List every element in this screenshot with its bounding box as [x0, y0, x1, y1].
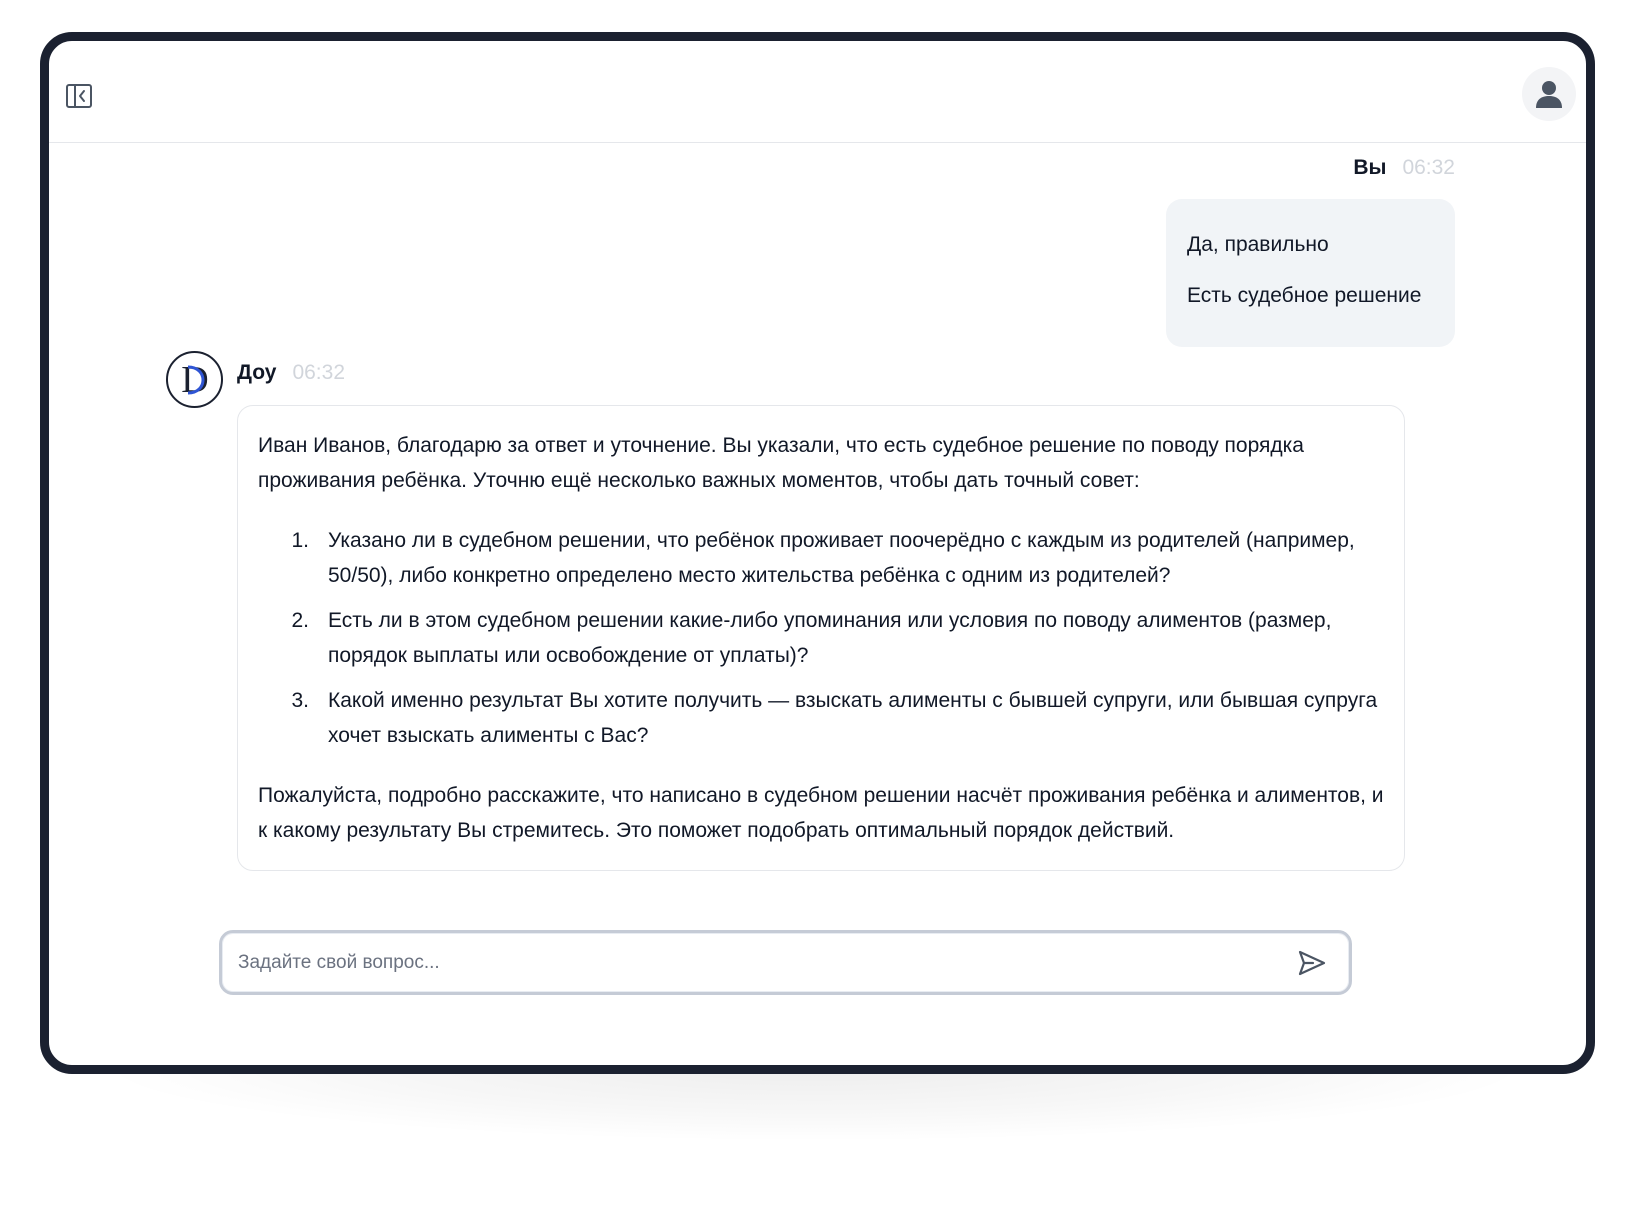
user-message-line: Есть судебное решение: [1187, 284, 1422, 308]
send-button[interactable]: [1297, 949, 1327, 977]
list-item-text: Есть ли в этом судебном решении какие-либо упоминания или условия по поводу алиментов (размер, порядок выплаты или освобождение от уплаты)?: [328, 609, 1332, 667]
sidebar-collapse-icon[interactable]: [65, 82, 93, 110]
send-icon: [1297, 949, 1327, 977]
chat-thread: [49, 144, 1586, 1065]
list-item-text: Какой именно результат Вы хотите получить — взыскать алименты с бывшей супруги, или бывшая супруга хочет взыскать алименты с Вас?: [328, 689, 1378, 747]
list-item: [258, 523, 1384, 593]
list-item-number: 2.: [291, 609, 309, 632]
list-item: [258, 683, 1384, 753]
bot-logo-icon: [178, 362, 212, 398]
list-item-number: 3.: [291, 689, 309, 712]
user-message-meta: [1353, 156, 1455, 180]
app-window: [40, 32, 1595, 1074]
bot-question-list: [258, 523, 1384, 753]
bot-avatar: [166, 351, 223, 408]
user-avatar-button[interactable]: [1522, 67, 1576, 121]
bot-message-outro: Пожалуйста, подробно расскажите, что написано в судебном решении насчёт проживания ребёнка и алиментов, и к какому результату Вы стремитесь. Это поможет подобрать оптимальный порядок действий.: [258, 784, 1384, 842]
bot-sender-name: Доу: [237, 361, 277, 384]
list-item-number: 1.: [291, 529, 309, 552]
bot-message-time: 06:32: [292, 361, 346, 384]
bot-message-intro: Иван Иванов, благодарю за ответ и уточнение. Вы указали, что есть судебное решение по поводу порядка проживания ребёнка. Уточню ещё несколько важных моментов, чтобы дать точный совет:: [258, 434, 1304, 492]
list-item-text: Указано ли в судебном решении, что ребёнок проживает поочерёдно с каждым из родителей (например, 50/50), либо конкретно определено место жительства ребёнка с одним из родителей?: [328, 529, 1355, 587]
bot-message-bubble: [237, 405, 1405, 871]
question-input[interactable]: [238, 933, 1278, 992]
user-message-bubble: [1166, 199, 1455, 347]
bot-message-meta: [237, 361, 345, 385]
user-sender-name: Вы: [1353, 156, 1387, 179]
user-message-time: 06:32: [1402, 156, 1455, 179]
list-item: [258, 603, 1384, 673]
top-bar: [49, 41, 1586, 143]
user-avatar-icon: [1535, 79, 1563, 109]
message-composer: [219, 930, 1352, 995]
svg-text:D: D: [180, 361, 209, 398]
user-message-line: Да, правильно: [1187, 233, 1329, 256]
